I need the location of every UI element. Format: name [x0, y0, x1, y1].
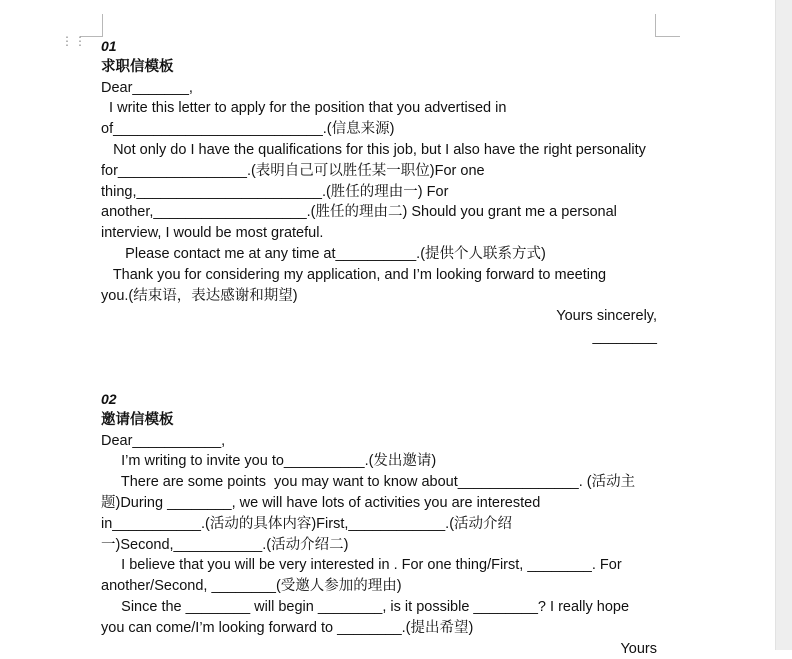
body-line: Since the ________ will begin ________, is it possible ________? I really hope: [101, 598, 630, 615]
document-body[interactable]: [101, 36, 657, 659]
body-line: interview, I would be most grateful.: [101, 225, 324, 242]
section-title: 求职信模板: [101, 58, 174, 75]
margin-corner-top-right: [655, 14, 680, 37]
body-line: in___________.(活动的具体内容)First,____________.(活动介绍: [101, 515, 513, 532]
signature-line: ________: [592, 329, 657, 346]
body-line: I believe that you will be very interested in . For one thing/First, ________. For: [101, 557, 622, 574]
body-line: Not only do I have the qualifications for this job, but I also have the right personality: [101, 141, 646, 158]
section-number: 01: [101, 38, 117, 54]
section-title: 邀请信模板: [101, 411, 174, 428]
body-line: of__________________________.(信息来源): [101, 121, 395, 138]
closing-line: Yours sincerely,: [556, 308, 657, 325]
body-line: you.(结束语，表达感谢和期望): [101, 287, 298, 304]
body-line: Please contact me at any time at__________.(提供个人联系方式): [101, 245, 546, 262]
body-line: you can come/I’m looking forward to ________.(提出希望): [101, 619, 474, 636]
closing-line: Yours: [620, 640, 657, 657]
body-line: for________________.(表明自己可以胜任某一职位)For one: [101, 162, 485, 179]
body-line: I’m writing to invite you to__________.(发出邀请): [101, 453, 437, 470]
body-line: There are some points you may want to know about_______________. (活动主: [101, 474, 636, 491]
section-number: 02: [101, 390, 117, 407]
body-line: I write this letter to apply for the position that you advertised in: [101, 100, 507, 117]
body-line: another,___________________.(胜任的理由二) Should you grant me a personal: [101, 204, 617, 221]
body-line: 题)During ________, we will have lots of activities you are interested: [101, 494, 541, 511]
body-line: Thank you for considering my application, and I’m looking forward to meeting: [101, 266, 607, 283]
section-spacer: [101, 348, 657, 389]
body-line: another/Second, ________(受邀人参加的理由): [101, 578, 402, 595]
body-line: Dear___________,: [101, 432, 226, 449]
body-line: 一)Second,___________.(活动介绍二): [101, 536, 349, 553]
vertical-scrollbar[interactable]: [775, 0, 792, 650]
drag-handle-icon[interactable]: ⋮⋮: [61, 34, 87, 48]
body-line: Dear_______,: [101, 79, 193, 96]
body-line: thing,_______________________.(胜任的理由一) For: [101, 183, 449, 200]
